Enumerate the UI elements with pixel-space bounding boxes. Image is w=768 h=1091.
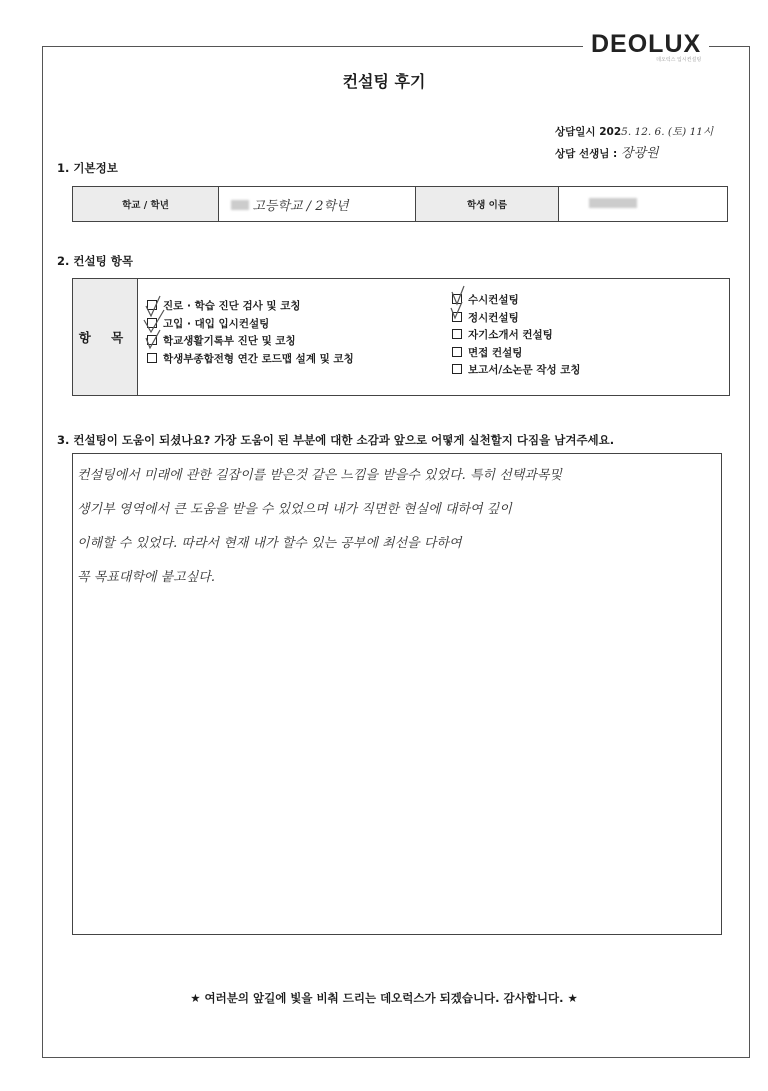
teacher-value: 장광원 <box>620 146 659 161</box>
item-interview: 면접 컨설팅 <box>452 345 581 363</box>
item-report: 보고서/소논문 작성 코칭 <box>452 362 581 380</box>
redacted-school <box>231 200 249 210</box>
item-career: 진로 · 학습 진단 검사 및 코칭 <box>147 298 354 316</box>
feedback-line-1: 컨설팅에서 미래에 관한 길잡이를 받은것 같은 느낌을 받을수 있었다. 특히 선택과목및 <box>77 468 562 483</box>
deolux-logo <box>583 30 709 63</box>
date-label: 상담일시 202 <box>555 126 622 138</box>
section3-heading: 3. 컨설팅이 도움이 되셨나요? 가장 도움이 된 부분에 대한 소감과 앞으로 어떻게 실천할지 다짐을 남겨주세요. <box>57 433 615 447</box>
item-admission: 고입 · 대입 입시컨설팅 <box>147 316 354 334</box>
handwritten-checkmarks-left <box>140 290 190 360</box>
section2-heading: 2. 컨설팅 항목 <box>57 254 133 268</box>
name-label: 학생 이름 <box>416 187 559 222</box>
item-record: 학교생활기록부 진단 및 코칭 <box>147 333 354 351</box>
item-roadmap: 학생부종합전형 연간 로드맵 설계 및 코칭 <box>147 351 354 369</box>
school-value-cell <box>219 187 416 222</box>
handwritten-checkmarks-right <box>446 284 486 324</box>
item-susi: 수시컨설팅 <box>452 292 581 310</box>
teacher-label: 상담 선생님 : <box>555 148 618 160</box>
checkbox-icon <box>452 364 462 374</box>
name-value-cell <box>559 187 728 222</box>
feedback-line-2: 생기부 영역에서 큰 도움을 받을 수 있었으며 내가 직면한 현실에 대하여 깊이 <box>77 502 512 517</box>
section1-heading: 1. 기본정보 <box>57 161 118 175</box>
footer-message: ★ 여러분의 앞길에 빛을 비춰 드리는 데오럭스가 되겠습니다. 감사합니다. ★ <box>190 991 578 1005</box>
redacted-name <box>589 198 637 208</box>
logo-subtitle: 데오럭스 입시컨설팅 <box>656 57 702 63</box>
checkbox-icon <box>452 329 462 339</box>
feedback-line-3: 이해할 수 있었다. 따라서 현재 내가 할수 있는 공부에 최선을 다하여 <box>77 536 462 551</box>
item-jeongsi: 정시컨설팅 <box>452 310 581 328</box>
feedback-box <box>72 453 722 935</box>
item-essay: 자기소개서 컨설팅 <box>452 327 581 345</box>
school-value: 고등학교 / 2학년 <box>252 198 349 214</box>
feedback-line-4: 꼭 목표대학에 붙고싶다. <box>77 570 215 585</box>
logo-text: DEOLUX <box>591 30 702 58</box>
basic-info-table <box>72 186 728 222</box>
date-value: 5. 12. 6. (토) 11시 <box>621 126 714 138</box>
consult-meta <box>555 124 713 160</box>
checkbox-icon <box>452 347 462 357</box>
items-header: 항 목 <box>73 279 138 395</box>
school-label: 학교 / 학년 <box>73 187 219 222</box>
page-title: 컨설팅 후기 <box>342 72 426 91</box>
